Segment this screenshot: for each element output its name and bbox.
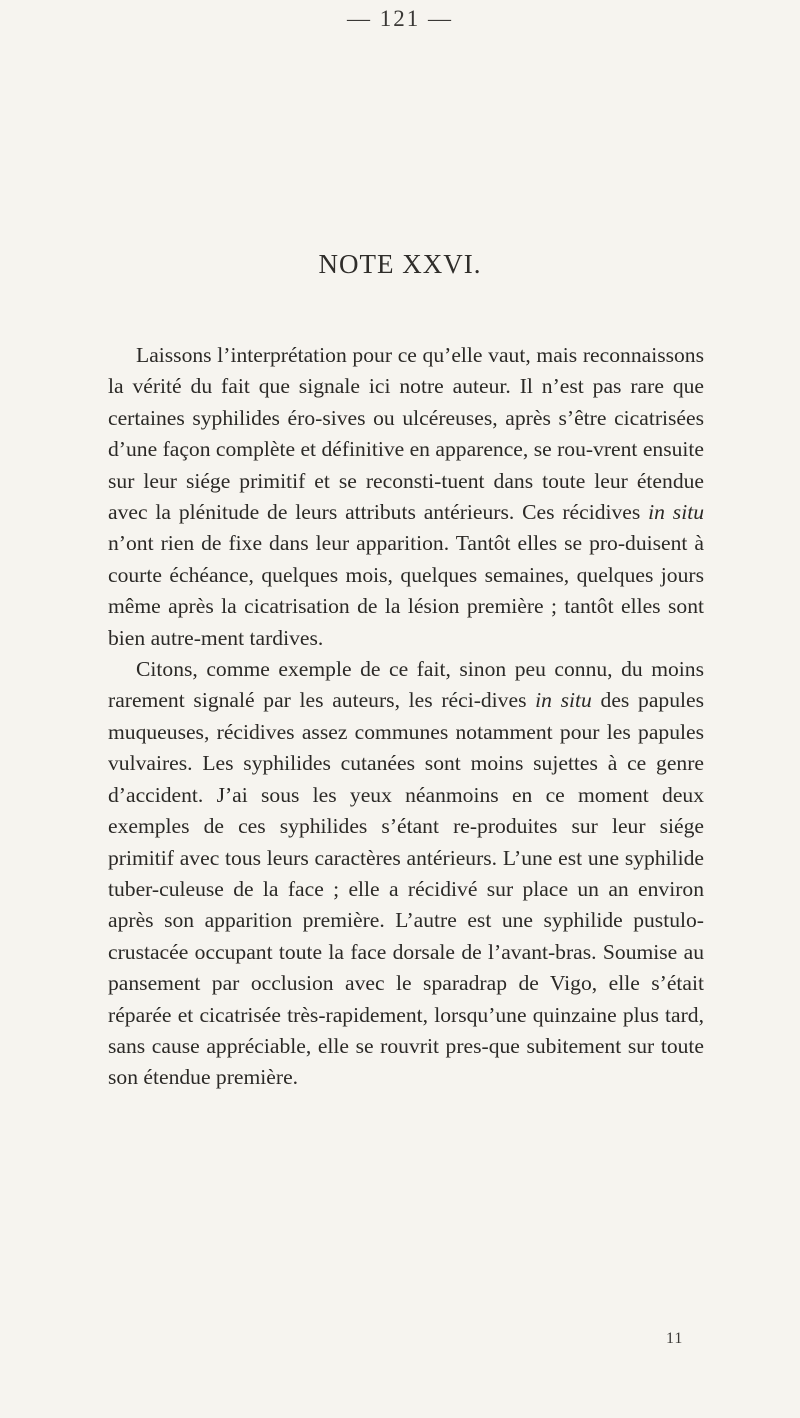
paragraph-2-italic-in-situ: in situ xyxy=(535,688,592,713)
signature-mark: 11 xyxy=(666,1330,684,1347)
paragraph-2-text-b: des papules muqueuses, récidives assez communes notamment pour les papules vulvaires. Les syphilides cutanées sont moins sujettes à ce genre d’accident. J’ai sous les yeux néanmoins en ce moment deux exemples de ces syphilides s’étant re-produites sur leur siége primitif avec tous leurs caractères antérieurs. L’une est une syphilide tuber-culeuse de la face ; elle a récidivé sur place un an environ après son apparition première. L’autre est une syphilide pustulo-crustacée occupant toute la face dorsale de l’avant-bras. Soumise au pansement par occlusion avec le sparadrap de Vigo, elle s’était réparée et cicatrisée très-rapidement, lorsqu’une quinzaine plus tard, sans cause appréciable, elle se rouvrit pres-que subitement sur toute son étendue première. xyxy=(108,688,704,1090)
paragraph-1 xyxy=(108,340,704,654)
body-text xyxy=(108,340,704,1094)
page-number: — 121 — xyxy=(347,6,453,31)
paragraph-2-text-a: Citons, comme exemple de ce fait, sinon peu connu, du moins rarement signalé par les auteurs, les réci-dives xyxy=(108,657,704,713)
paragraph-2 xyxy=(108,654,704,1094)
note-title: NOTE XXVI. xyxy=(318,249,482,279)
paragraph-1-italic-in-situ: in situ xyxy=(648,500,704,525)
paragraph-1-text-b: n’ont rien de fixe dans leur apparition. Tantôt elles se pro-duisent à courte échéance, quelques mois, quelques semaines, quelques jours même après la cicatrisation de la lésion première ; tantôt elles sont bien autre-ment tardives. xyxy=(108,531,704,650)
paragraph-1-text-a: Laissons l’interprétation pour ce qu’elle vaut, mais reconnaissons la vérité du fait que signale ici notre auteur. Il n’est pas rare que certaines syphilides éro-sives ou ulcéreuses, après s’être cicatrisées d’une façon complète et définitive en apparence, se rou-vrent ensuite sur leur siége primitif et se reconsti-tuent dans toute leur étendue avec la plénitude de leurs attributs antérieurs. Ces récidives xyxy=(108,343,704,525)
